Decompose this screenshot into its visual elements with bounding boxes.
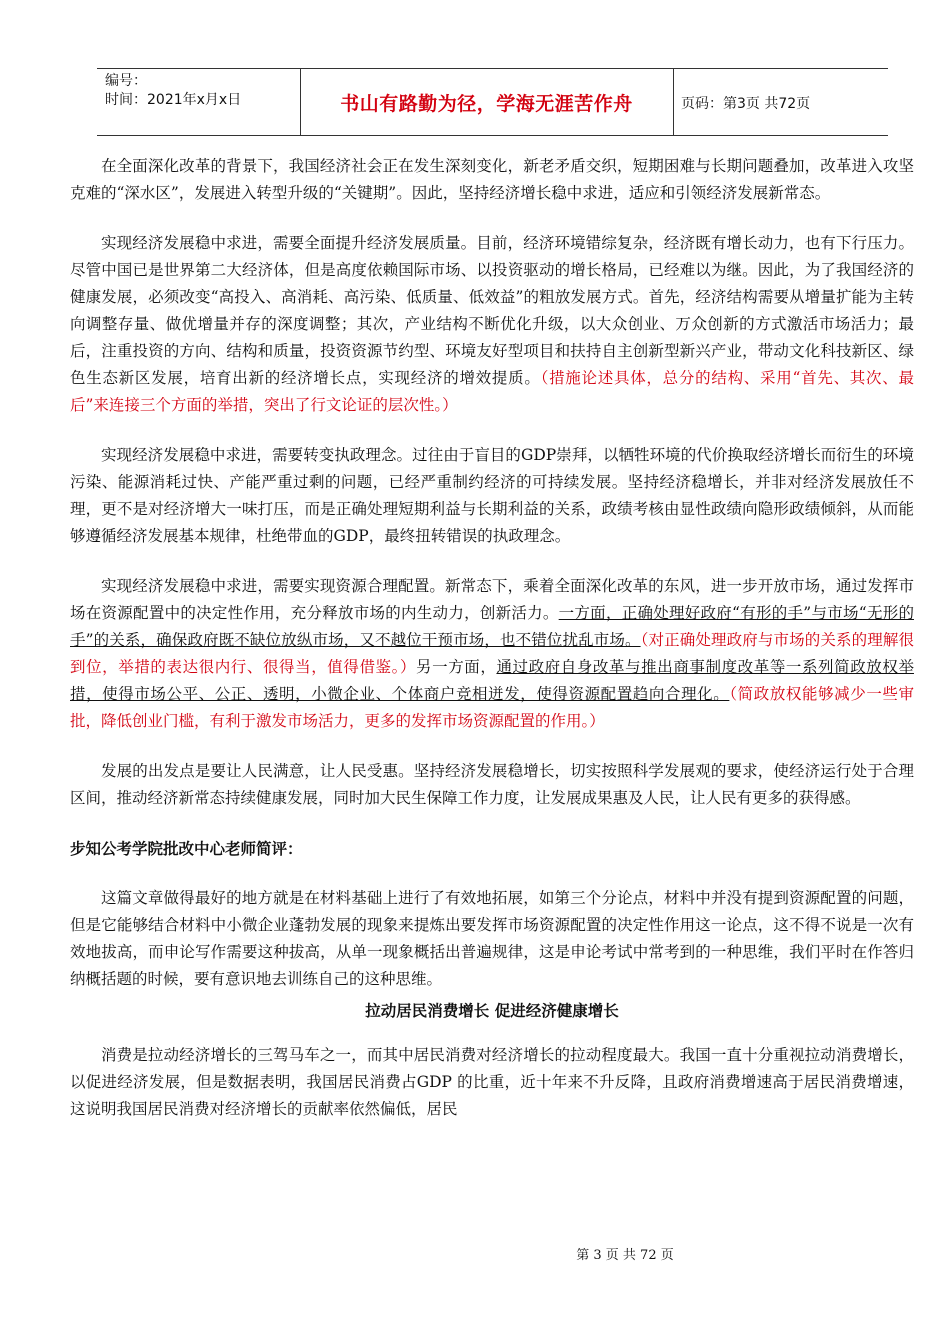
paragraph-4-text-a: 实现经济发展稳中求进，需要实现资源合理配置。新常态下，乘着全面深化改革的东风，进一步开放市场，通过发挥市场在资源配置中的决定性作用，充分释放市场的内生动力，创新活力。: [70, 577, 914, 622]
page-footer: 第 3 页 共 72 页: [576, 1248, 674, 1263]
paragraph-1-text: 在全面深化改革的背景下，我国经济社会正在发生深刻变化，新老矛盾交织，短期困难与长期问题叠加，改革进入攻坚克难的“深水区”，发展进入转型升级的“关键期”。因此，坚持经济增长稳中求进，适应和引领经济发展新常态。: [70, 157, 914, 202]
page-header: [97, 68, 888, 136]
paragraph-5: [70, 758, 914, 812]
motto: 书山有路勤为径，学海无涯苦作舟: [340, 93, 633, 115]
paragraph-3: [70, 442, 914, 550]
paragraph-6-text: 这篇文章做得最好的地方就是在材料基础上进行了有效地拓展，如第三个分论点，材料中并没有提到资源配置的问题，但是它能够结合材料中小微企业蓬勃发展的现象来提炼出要发挥市场资源配置的决定性作用这一论点，这不得不说是一次有效地拔高，而申论写作需要这种拔高，从单一现象概括出普遍规律，这是申论考试中常考到的一种思维，我们平时在作答归纳概括题的时候，要有意识地去训练自己的这种思维。: [70, 889, 914, 988]
review-heading: 步知公考学院批改中心老师简评：: [70, 839, 303, 858]
paragraph-4-underline-1: 一方面，正确处理好政府“有形的手”与市场“无形的手”的关系，确保政府既不缺位放纵市场，又不越位干预市场，也不错位扰乱市场。: [70, 604, 914, 649]
paragraph-4: [70, 573, 914, 735]
paragraph-3-text: 实现经济发展稳中求进，需要转变执政理念。过往由于盲目的GDP崇拜，以牺牲环境的代价换取经济增长而衍生的环境污染、能源消耗过快、产能严重过剩的问题，已经严重制约经济的可持续发展。坚持经济稳增长，并非对经济发展放任不理，更不是对经济增大一味打压，而是正确处理短期利益与长期利益的关系，政绩考核由显性政绩向隐形政绩倾斜，从而能够遵循经济发展基本规律，杜绝带血的GDP，最终扭转错误的执政理念。: [70, 446, 914, 545]
paragraph-2: [70, 230, 914, 419]
paragraph-4-underline-2: 通过政府自身改革与推出商事制度改革等一系列简政放权举措，使得市场公平、公正、透明，小微企业、个体商户竞相迸发，使得资源配置趋向合理化。: [70, 658, 914, 703]
number-label: 编号：: [105, 73, 147, 89]
header-meta-cell: [97, 69, 301, 135]
paragraph-7: [70, 1042, 914, 1123]
header-motto-cell: [300, 69, 674, 135]
article-title: 拉动居民消费增长 促进经济健康增长: [365, 1001, 619, 1020]
paragraph-2-text: 实现经济发展稳中求进，需要全面提升经济发展质量。目前，经济环境错综复杂，经济既有增长动力，也有下行压力。尽管中国已是世界第二大经济体，但是高度依赖国际市场、以投资驱动的增长格局，已经难以为继。因此，为了我国经济的健康发展，必须改变“高投入、高消耗、高污染、低质量、低效益”的粗放发展方式。首先，经济结构需要从增量扩能为主转向调整存量、做优增量并存的深度调整；其次，产业结构不断优化升级，以大众创业、万众创新的方式激活市场活力；最后，注重投资的方向、结构和质量，投资资源节约型、环境友好型项目和扶持自主创新型新兴产业，带动文化科技新区、绿色生态新区发展，培育出新的经济增长点，实现经济的增效提质。: [70, 234, 914, 387]
header-page-info: 页码：第3页 共72页: [681, 96, 811, 112]
header-page-cell: [673, 69, 888, 135]
time-label: 时间：2021年x月x日: [105, 92, 242, 108]
paragraph-4-text-b: 另一方面，: [416, 658, 497, 676]
paragraph-4-comment-2: （简政放权能够减少一些审批，降低创业门槛，有利于激发市场活力，更多的发挥市场资源配置的作用。）: [70, 685, 914, 730]
paragraph-7-text: 消费是拉动经济增长的三驾马车之一，而其中居民消费对经济增长的拉动程度最大。我国一直十分重视拉动消费增长，以促进经济发展，但是数据表明，我国居民消费占GDP 的比重，近十年来不升反降，且政府消费增速高于居民消费增速，这说明我国居民消费对经济增长的贡献率依然偏低，居民: [70, 1046, 914, 1118]
document-body: [70, 153, 914, 1146]
paragraph-5-text: 发展的出发点是要让人民满意，让人民受惠。坚持经济发展稳增长，切实按照科学发展观的要求，使经济运行处于合理区间，推动经济新常态持续健康发展，同时加大民生保障工作力度，让发展成果惠及人民，让人民有更多的获得感。: [70, 762, 914, 807]
paragraph-6: [70, 885, 914, 993]
paragraph-2-comment: （措施论述具体，总分的结构、采用“首先、其次、最后”来连接三个方面的举措，突出了行文论证的层次性。）: [70, 369, 914, 414]
paragraph-4-comment-1: （对正确处理政府与市场的关系的理解很到位，举措的表达很内行、很得当，值得借鉴。）: [70, 631, 914, 676]
paragraph-1: [70, 153, 914, 207]
